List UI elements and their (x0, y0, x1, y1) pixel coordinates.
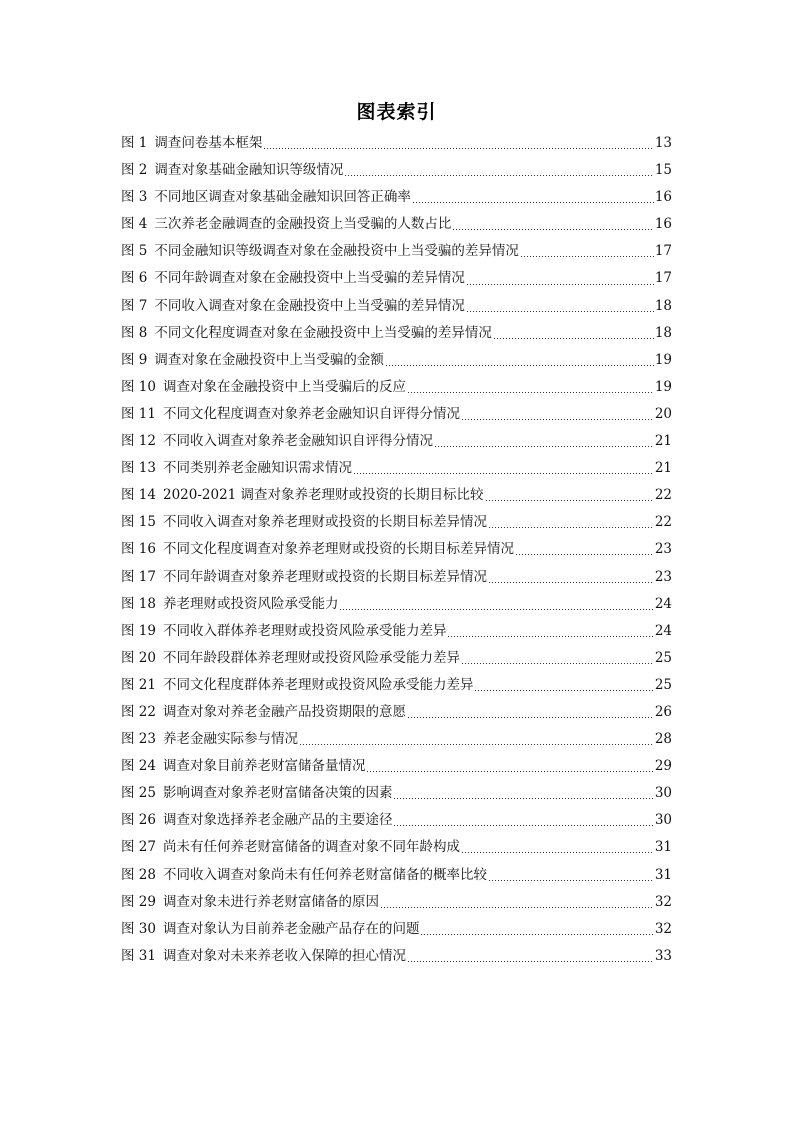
page-number: 26 (654, 703, 672, 720)
dot-leader (447, 636, 653, 637)
page-number: 33 (654, 947, 672, 964)
figure-title: 不同收入调查对象在金融投资中上当受骗的差异情况 (154, 297, 465, 314)
dot-leader (434, 446, 654, 447)
page-number: 21 (654, 460, 672, 477)
figure-label: 图 21 (121, 676, 156, 693)
page-number: 25 (654, 649, 672, 666)
figure-title: 不同文化程度调查对象在金融投资中上当受骗的差异情况 (154, 324, 492, 341)
toc-entry[interactable] (121, 157, 672, 184)
dot-leader (461, 663, 654, 664)
dot-leader (466, 284, 654, 285)
page-number: 30 (654, 812, 672, 829)
toc-entry[interactable] (121, 184, 672, 211)
page-number: 21 (654, 433, 672, 450)
page-number: 24 (654, 622, 672, 639)
page-number: 20 (654, 405, 672, 422)
page-title: 图表索引 (356, 101, 437, 123)
figure-title: 调查对象认为目前养老金融产品存在的问题 (162, 920, 420, 937)
dot-leader (366, 771, 653, 772)
figure-label: 图 30 (121, 920, 156, 937)
figure-label: 图 17 (121, 568, 156, 585)
toc-entry[interactable] (121, 618, 672, 645)
figure-label: 图 31 (121, 947, 156, 964)
figure-title: 不同类别养老金融知识需求情况 (162, 460, 352, 477)
figure-label: 图 2 (121, 162, 148, 179)
toc-entry[interactable] (121, 455, 672, 482)
dot-leader (515, 554, 654, 555)
figure-title: 不同收入调查对象养老金融知识自评得分情况 (162, 433, 433, 450)
figure-label: 图 14 (121, 487, 156, 504)
figure-label: 图 18 (121, 595, 156, 612)
figure-label: 图 20 (121, 649, 156, 666)
page-number: 15 (654, 162, 672, 179)
figure-title: 养老理财或投资风险承受能力 (162, 595, 339, 612)
figure-title: 三次养老金融调查的金融投资上当受骗的人数占比 (154, 216, 452, 233)
dot-leader (488, 582, 654, 583)
dot-leader (452, 229, 653, 230)
page-number: 25 (654, 676, 672, 693)
figure-label: 图 8 (121, 324, 148, 341)
dot-leader (299, 744, 654, 745)
toc-entry[interactable] (121, 645, 672, 672)
figure-title: 调查对象对未来养老收入保障的担心情况 (162, 947, 406, 964)
figure-label: 图 7 (121, 297, 148, 314)
figure-label: 图 1 (121, 135, 148, 151)
dot-leader (488, 880, 654, 881)
toc-entry[interactable] (121, 889, 672, 916)
figure-label: 图 28 (121, 866, 156, 883)
figure-title: 不同地区调查对象基础金融知识回答正确率 (154, 189, 411, 206)
figure-label: 图 15 (121, 514, 156, 531)
page-number: 32 (654, 893, 672, 910)
page-number: 16 (654, 189, 672, 206)
figure-title: 不同金融知识等级调查对象在金融投资中上当受骗的差异情况 (154, 243, 519, 260)
page-number: 22 (654, 487, 672, 504)
toc-entry[interactable] (121, 347, 672, 374)
toc-entry[interactable] (121, 672, 672, 699)
figure-title: 不同收入群体养老理财或投资风险承受能力差异 (162, 622, 447, 639)
toc-entry[interactable] (121, 401, 672, 428)
figure-title: 不同文化程度调查对象养老理财或投资的长期目标差异情况 (162, 541, 514, 558)
page-number: 29 (654, 758, 672, 775)
page-number: 23 (654, 568, 672, 585)
figure-title: 2020-2021 调查对象养老理财或投资的长期目标比较 (162, 487, 484, 504)
dot-leader (344, 175, 653, 176)
dot-leader (263, 148, 653, 149)
dot-leader (353, 473, 654, 474)
toc-entry[interactable] (121, 482, 672, 509)
toc-entry[interactable] (121, 591, 672, 618)
figure-title: 调查对象选择养老金融产品的主要途径 (162, 812, 393, 829)
figure-label: 图 29 (121, 893, 156, 910)
toc-entry[interactable] (121, 293, 672, 320)
toc-entry[interactable] (121, 564, 672, 591)
dot-leader (407, 961, 654, 962)
figure-label: 图 19 (121, 622, 156, 639)
toc-entry[interactable] (121, 916, 672, 943)
toc-entry[interactable] (121, 536, 672, 563)
figure-label: 图 13 (121, 460, 156, 477)
dot-leader (488, 527, 654, 528)
page-number: 19 (654, 378, 672, 395)
toc-entry[interactable] (121, 780, 672, 807)
dot-leader (420, 934, 653, 935)
page-number: 32 (654, 920, 672, 937)
figure-label: 图 6 (121, 270, 148, 287)
figure-title: 影响调查对象养老财富储备决策的因素 (162, 785, 393, 802)
dot-leader (520, 256, 654, 257)
figure-title: 调查对象在金融投资中上当受骗的金额 (154, 351, 384, 368)
page-number: 19 (654, 351, 672, 368)
dot-leader (393, 825, 653, 826)
figure-label: 图 22 (121, 703, 156, 720)
figure-title: 不同年龄调查对象在金融投资中上当受骗的差异情况 (154, 270, 465, 287)
dot-leader (474, 690, 653, 691)
page-number: 30 (654, 785, 672, 802)
toc-entry[interactable] (121, 130, 672, 157)
figure-title: 调查对象基础金融知识等级情况 (154, 162, 344, 179)
figure-label: 图 12 (121, 433, 156, 450)
page-number: 17 (654, 243, 672, 260)
page-number: 17 (654, 270, 672, 287)
dot-leader (466, 311, 654, 312)
page-number: 31 (654, 839, 672, 856)
toc-entry[interactable] (121, 211, 672, 238)
figure-label: 图 26 (121, 812, 156, 829)
toc-entry[interactable] (121, 699, 672, 726)
figure-title: 不同收入调查对象养老理财或投资的长期目标差异情况 (162, 514, 487, 531)
page-number: 31 (654, 866, 672, 883)
page-number: 18 (654, 324, 672, 341)
figure-title: 调查问卷基本框架 (154, 135, 263, 151)
figure-title: 调查对象未进行养老财富储备的原因 (162, 893, 379, 910)
toc-entry[interactable] (121, 834, 672, 861)
figure-label: 图 5 (121, 243, 148, 260)
dot-leader (407, 717, 654, 718)
dot-leader (485, 500, 654, 501)
page-number: 24 (654, 595, 672, 612)
dot-leader (407, 392, 654, 393)
figure-label: 图 11 (121, 405, 156, 422)
figure-title: 调查对象目前养老财富储备量情况 (162, 758, 366, 775)
figure-label: 图 3 (121, 189, 148, 206)
dot-leader (339, 609, 653, 610)
toc-entry[interactable] (121, 862, 672, 889)
figure-label: 图 10 (121, 378, 156, 395)
figure-title: 不同年龄调查对象养老理财或投资的长期目标差异情况 (162, 568, 487, 585)
toc-entry[interactable] (121, 807, 672, 834)
dot-leader (393, 798, 653, 799)
dot-leader (461, 419, 654, 420)
dot-leader (412, 202, 654, 203)
page-number: 16 (654, 216, 672, 233)
toc-entry[interactable] (121, 726, 672, 753)
figure-title: 尚未有任何养老财富储备的调查对象不同年龄构成 (162, 839, 460, 856)
page-number: 23 (654, 541, 672, 558)
dot-leader (385, 365, 654, 366)
dot-leader (380, 907, 654, 908)
figure-label: 图 25 (121, 785, 156, 802)
page-number: 22 (654, 514, 672, 531)
figure-title: 调查对象在金融投资中上当受骗后的反应 (162, 378, 406, 395)
figure-title: 不同年龄段群体养老理财或投资风险承受能力差异 (162, 649, 460, 666)
page-number: 18 (654, 297, 672, 314)
toc-entry[interactable] (121, 753, 672, 780)
figure-title: 养老金融实际参与情况 (162, 731, 298, 748)
toc-entry[interactable] (121, 265, 672, 292)
figure-label: 图 24 (121, 758, 156, 775)
figure-label: 图 4 (121, 216, 148, 233)
toc-entry[interactable] (121, 238, 672, 265)
toc-entry[interactable] (121, 943, 672, 970)
figure-label: 图 23 (121, 731, 156, 748)
toc-entry[interactable] (121, 374, 672, 401)
figure-label: 图 27 (121, 839, 156, 856)
dot-leader (493, 338, 654, 339)
toc-entry[interactable] (121, 509, 672, 536)
page-number: 28 (654, 731, 672, 748)
dot-leader (461, 852, 654, 853)
figure-label: 图 9 (121, 351, 148, 368)
figure-index-list (121, 130, 672, 970)
figure-title: 调查对象对养老金融产品投资期限的意愿 (162, 703, 406, 720)
page-number: 13 (654, 135, 672, 151)
figure-title: 不同文化程度调查对象养老金融知识自评得分情况 (162, 405, 460, 422)
figure-title: 不同文化程度群体养老理财或投资风险承受能力差异 (162, 676, 474, 693)
toc-entry[interactable] (121, 428, 672, 455)
toc-entry[interactable] (121, 320, 672, 347)
figure-title: 不同收入调查对象尚未有任何养老财富储备的概率比较 (162, 866, 487, 883)
figure-label: 图 16 (121, 541, 156, 558)
